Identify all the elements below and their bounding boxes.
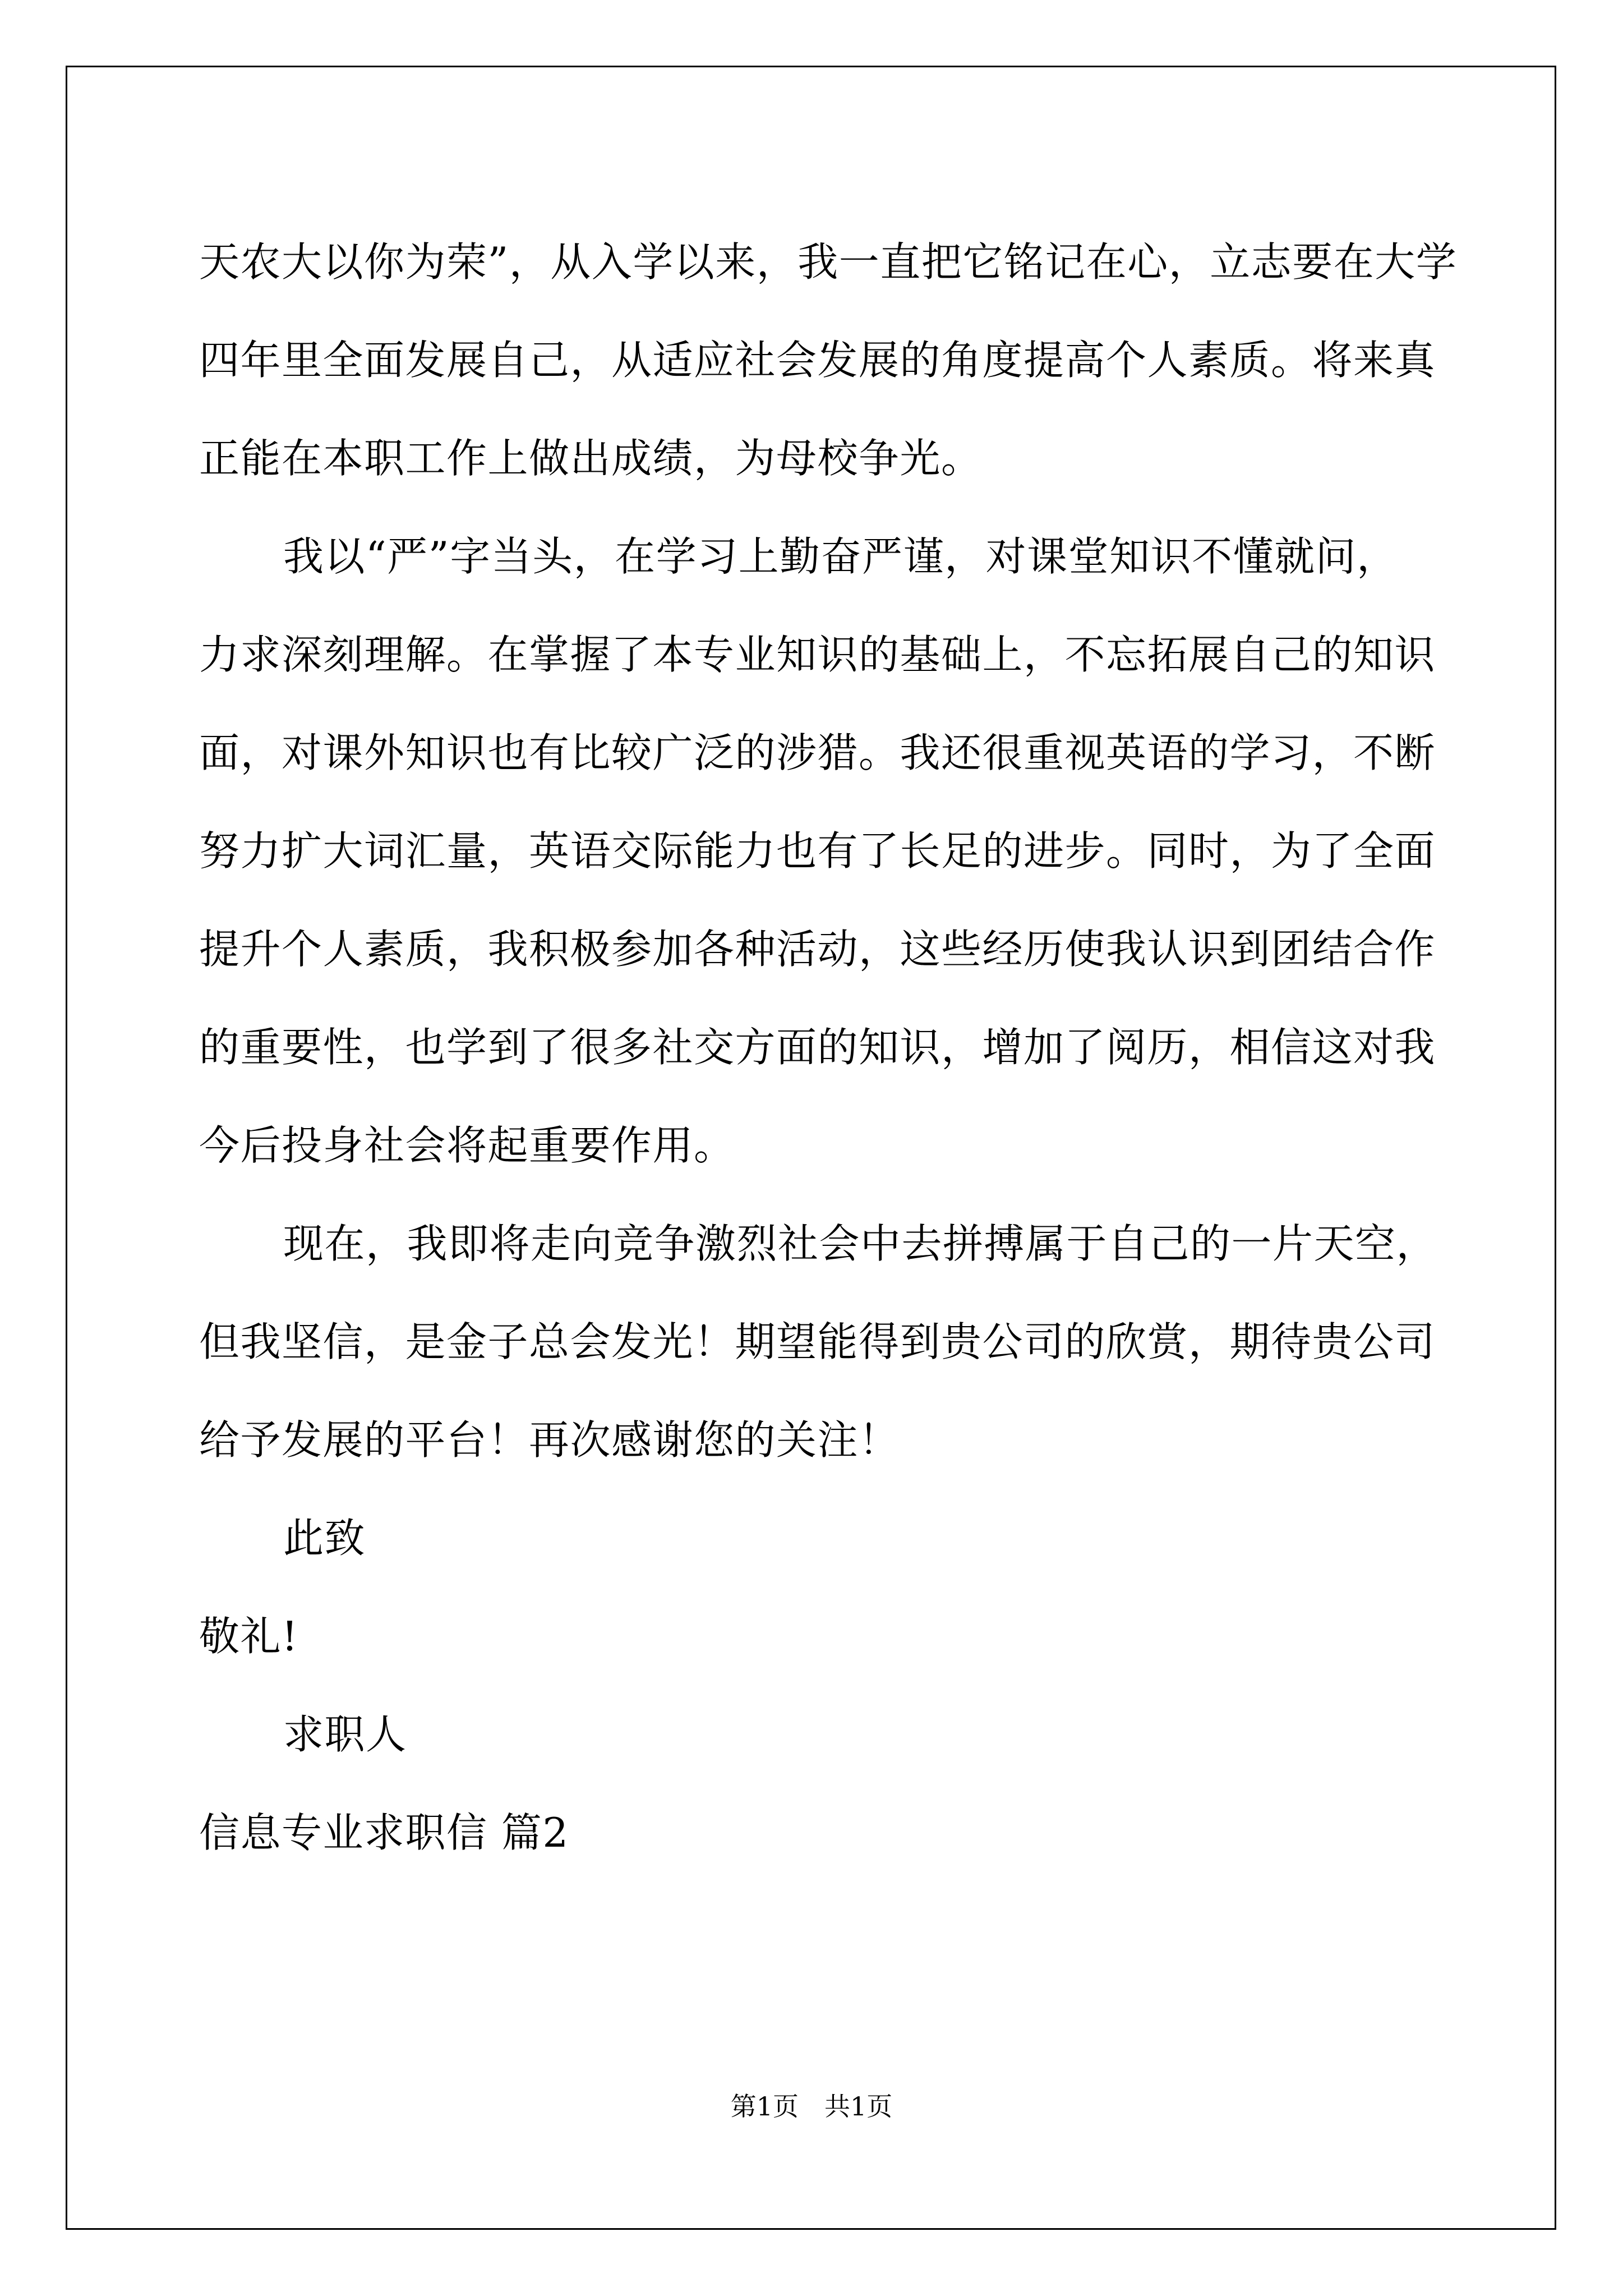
paragraph-line: 但我坚信，是金子总会发光！期望能得到贵公司的欣赏，期待贵公司 [199,1318,1436,1365]
paragraph-line: 天农大以你为荣”，从入学以来，我一直把它铭记在心，立志要在大学 [199,238,1458,286]
paragraph-line: 四年里全面发展自己，从适应社会发展的角度提高个人素质。将来真 [199,337,1436,384]
paragraph-line: 努力扩大词汇量，英语交际能力也有了长足的进步。同时，为了全面 [199,827,1436,875]
paragraph-line: 提升个人素质，我积极参加各种活动，这些经历使我认识到团结合作 [199,926,1436,973]
paragraph-line: 现在，我即将走向竞争激烈社会中去拼搏属于自己的一片天空， [283,1220,1438,1267]
paragraph-line: 力求深刻理解。在掌握了本专业知识的基础上，不忘拓展自己的知识 [199,631,1436,678]
paragraph-line: 我以“严”字当头，在学习上勤奋严谨，对课堂知识不懂就问， [283,533,1398,580]
paragraph-line: 的重要性，也学到了很多社交方面的知识，增加了阅历，相信这对我 [199,1024,1436,1071]
paragraph-line: 今后投身社会将起重要作用。 [199,1122,735,1169]
signature-label: 求职人 [283,1711,407,1758]
paragraph-line: 正能在本职工作上做出成绩，为母校争光。 [199,435,983,482]
closing-regards: 敬礼! [199,1613,299,1660]
section-heading: 信息专业求职信 篇2 [199,1809,569,1856]
paragraph-line: 给予发展的平台！再次感谢您的关注！ [199,1416,900,1464]
page-footer: 第1页 共1页 [730,2091,893,2122]
closing-salutation: 此致 [283,1515,366,1562]
document-body [199,213,1458,1882]
paragraph-line: 面，对课外知识也有比较广泛的涉猎。我还很重视英语的学习，不断 [199,729,1436,776]
